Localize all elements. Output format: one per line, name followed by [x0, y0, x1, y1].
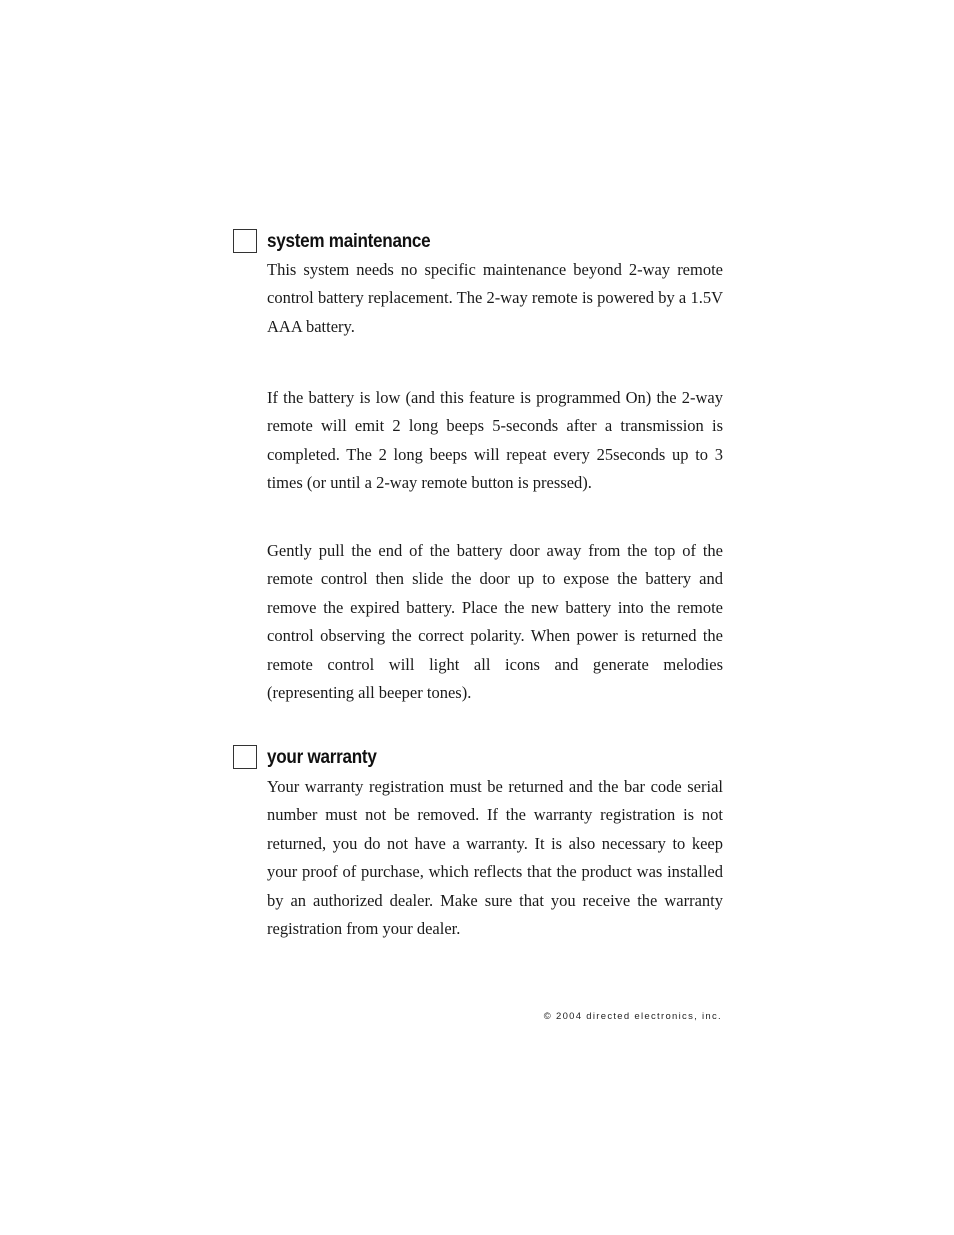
- checkbox-system-maintenance[interactable]: [233, 229, 257, 253]
- paragraph-battery-replacement: Gently pull the end of the battery door away from the top of the remote control then slide the door up to expose the battery and remove the expired battery. Place the new battery into the remote control observing the correct polarity. When power is returned the remote control will light all icons and generate melodies (representing all beeper tones).: [267, 541, 723, 703]
- copyright-footer: © 2004 directed electronics, inc.: [543, 1011, 722, 1022]
- section-heading: your warranty: [267, 747, 377, 768]
- paragraph-battery-intro: This system needs no specific maintenance beyond 2-way remote control battery replacement. The 2-way remote is powered by a 1.5V AAA battery.: [267, 260, 723, 336]
- section-heading: system maintenance: [267, 231, 431, 252]
- paragraph-battery-low: If the battery is low (and this feature is programmed On) the 2-way remote will emit 2 long beeps 5-seconds after a transmission is completed. The 2 long beeps will repeat every 25seconds up to 3 times (or until a 2-way remote button is pressed).: [267, 388, 723, 493]
- section-header-your-warranty: [233, 745, 733, 773]
- section-header-system-maintenance: [233, 229, 733, 257]
- checkbox-your-warranty[interactable]: [233, 745, 257, 769]
- paragraph-warranty: Your warranty registration must be returned and the bar code serial number must not be removed. If the warranty registration is not returned, you do not have a warranty. It is also necessary to keep your proof of purchase, which reflects that the product was installed by an authorized dealer. Make sure that you receive the warranty registration from your dealer.: [267, 777, 723, 939]
